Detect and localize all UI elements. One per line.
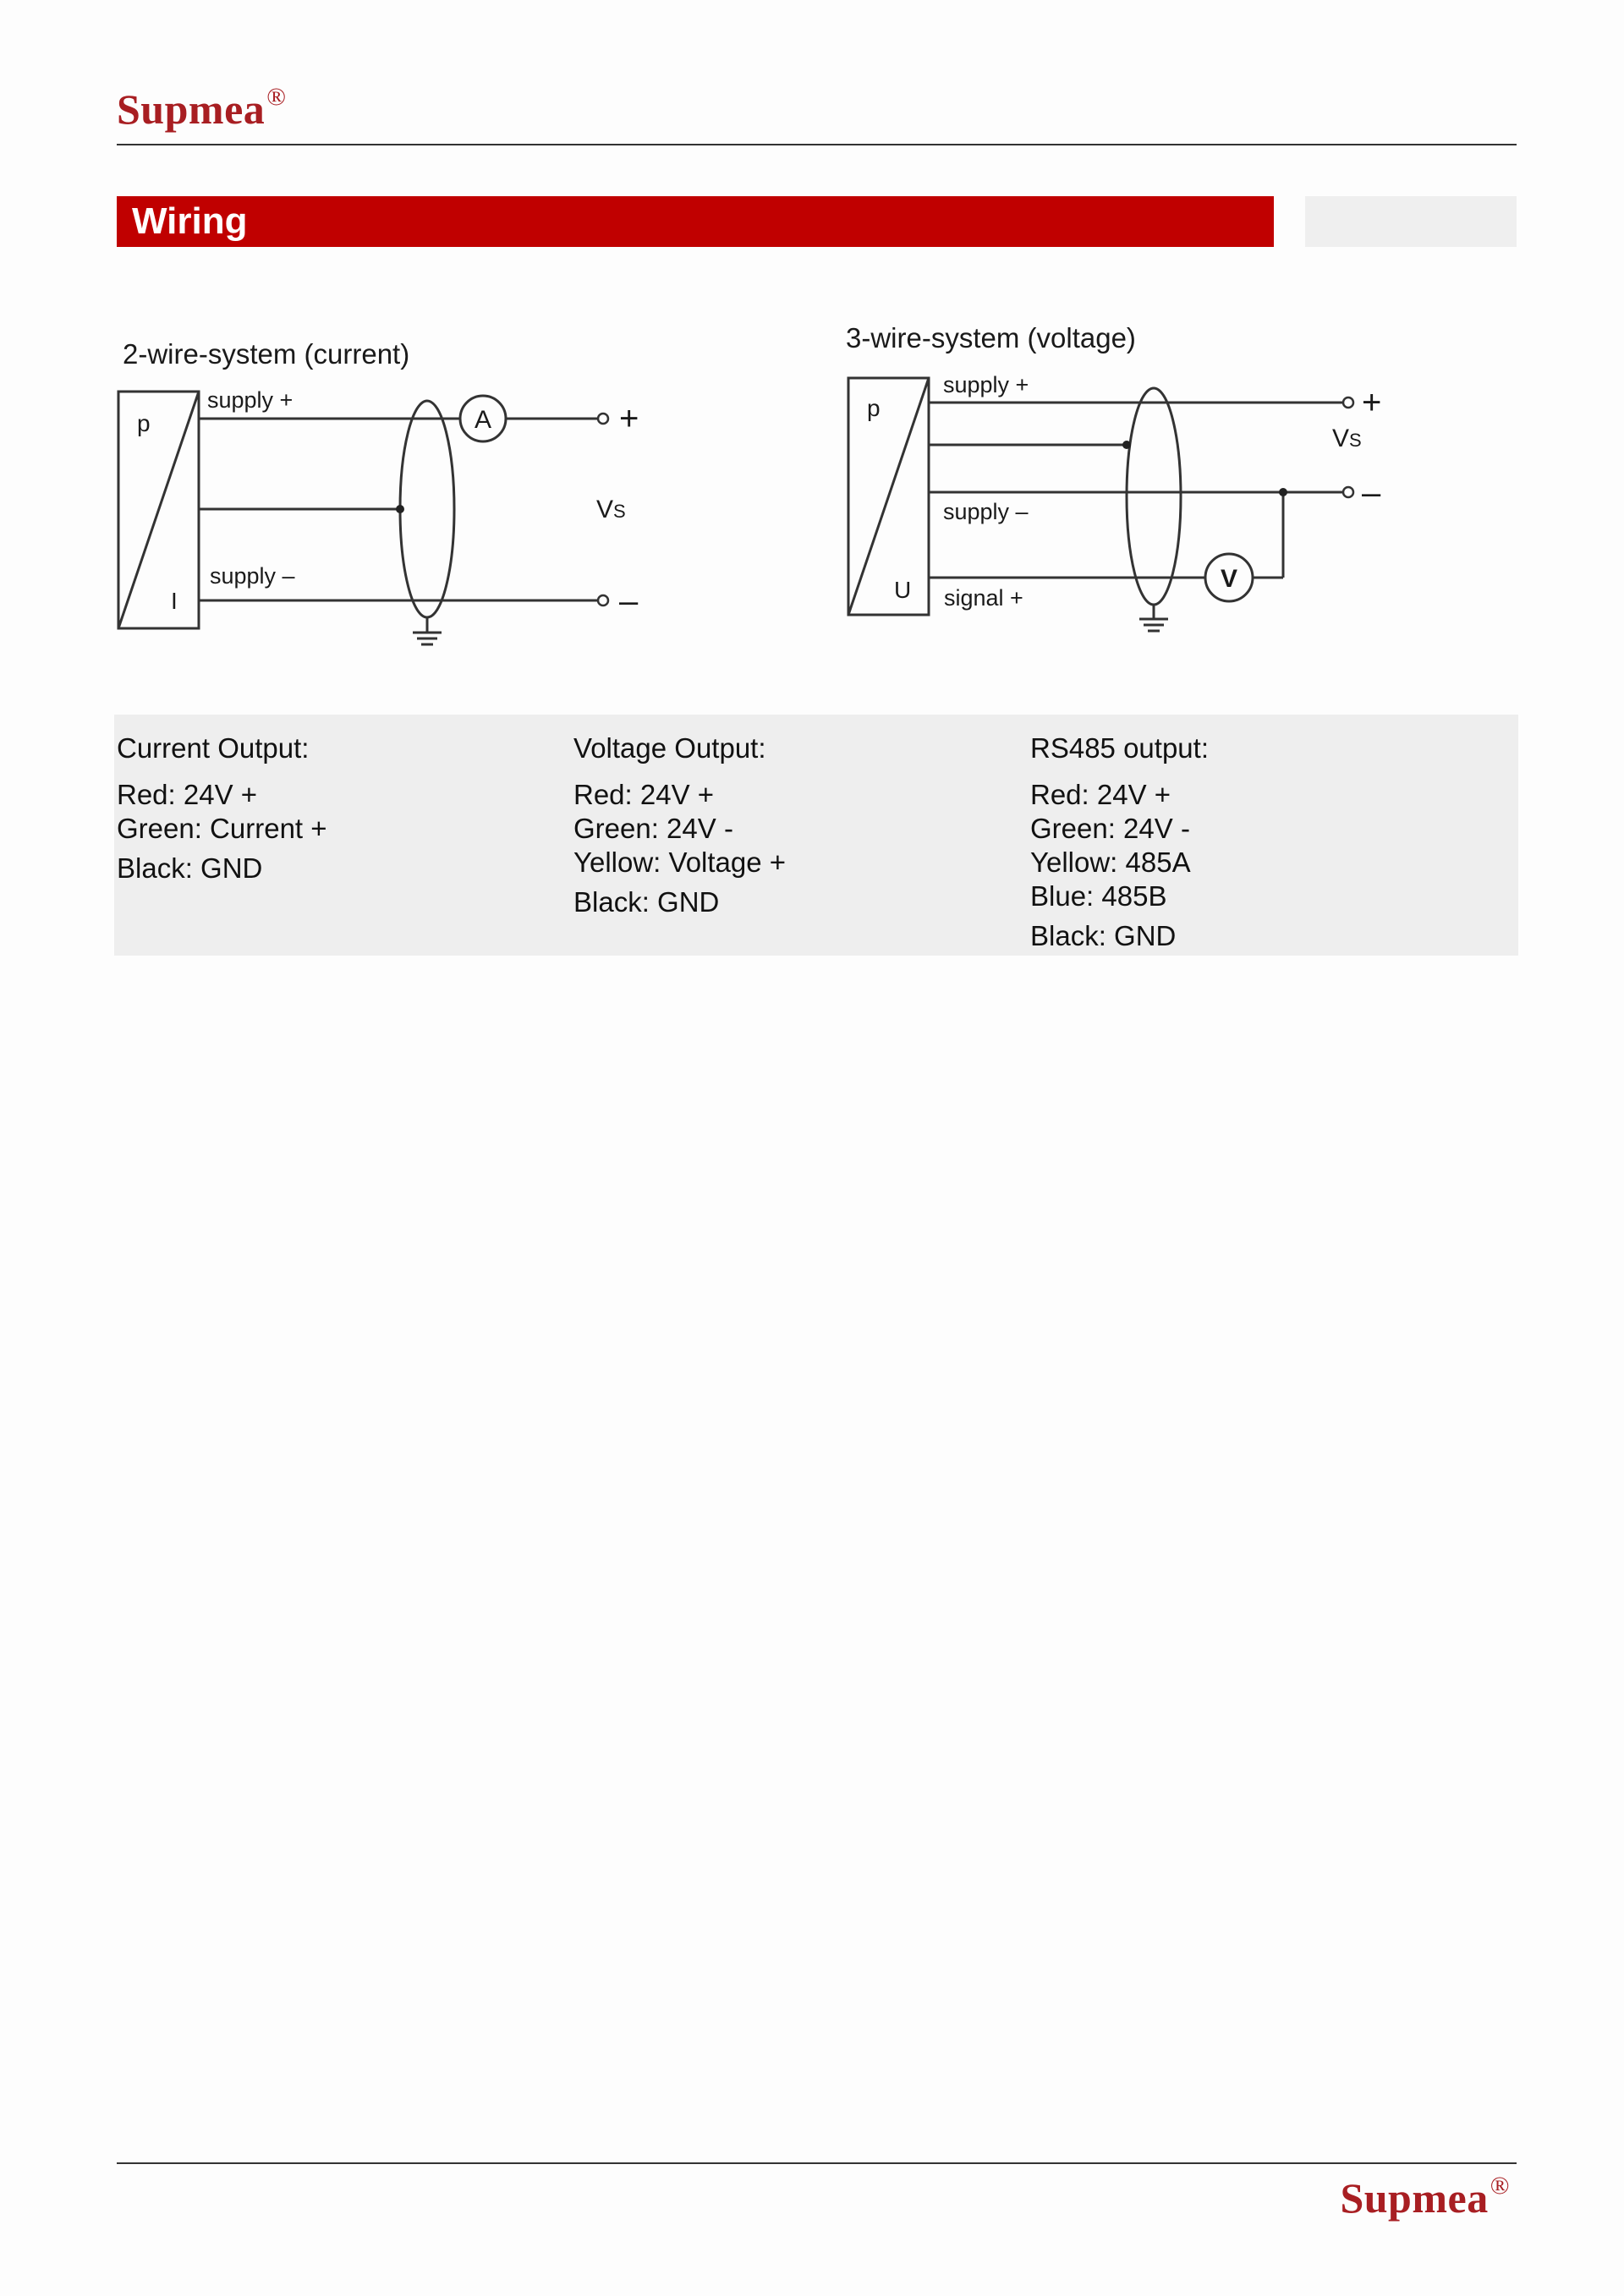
- footer-rule: [117, 2162, 1517, 2164]
- output-line: Red: 24V +: [117, 779, 258, 810]
- output-line: Blue: 485B: [1030, 880, 1167, 912]
- output-line: Yellow: 485A: [1030, 847, 1191, 878]
- footer-logo: [1340, 2173, 1510, 2222]
- sensor-label-p: p: [867, 395, 881, 421]
- two-wire-title: 2-wire-system (current): [123, 338, 410, 370]
- three-wire-title: 3-wire-system (voltage): [846, 322, 1136, 353]
- sensor-label-u: U: [894, 577, 912, 603]
- output-line: Black: GND: [117, 852, 263, 884]
- output-wiring-panel: [114, 715, 1518, 956]
- terminal-plus: [1343, 397, 1353, 408]
- output-line: Red: 24V +: [573, 779, 715, 810]
- output-line: Black: GND: [1030, 920, 1177, 951]
- terminal-minus: [598, 595, 608, 606]
- terminal-minus: [1343, 487, 1353, 497]
- terminal-plus: [598, 414, 608, 424]
- output-line: Black: GND: [573, 886, 720, 918]
- junction-dot-return: [1279, 488, 1287, 496]
- two-wire-diagram: [110, 321, 668, 651]
- junction-dot: [1122, 441, 1131, 449]
- voltage-output-column: [573, 732, 786, 919]
- header-logo: [117, 85, 287, 134]
- cable-shield: [400, 401, 454, 617]
- junction-dot: [396, 505, 404, 513]
- registered-mark: ®: [1490, 2172, 1510, 2200]
- logo-text: Supmea: [117, 85, 266, 133]
- supply-minus-label: supply –: [943, 499, 1029, 524]
- supply-plus-label: supply +: [943, 372, 1029, 397]
- vs-label: VS: [1332, 425, 1362, 452]
- output-line: Green: 24V -: [1030, 813, 1190, 844]
- ammeter-label: A: [474, 406, 492, 434]
- sensor-label-p: p: [137, 410, 151, 436]
- three-wire-diagram: [837, 313, 1413, 643]
- voltmeter-label: V: [1220, 565, 1238, 593]
- output-heading: Voltage Output:: [573, 732, 766, 764]
- terminal-plus-label: +: [1362, 384, 1382, 421]
- output-heading: RS485 output:: [1030, 732, 1209, 764]
- header-rule: [117, 144, 1517, 145]
- output-line: Yellow: Voltage +: [573, 847, 787, 878]
- terminal-plus-label: +: [619, 400, 639, 437]
- terminal-minus-label: –: [619, 583, 639, 620]
- output-line: Green: Current +: [117, 813, 327, 844]
- output-line: Red: 24V +: [1030, 779, 1171, 810]
- section-title: Wiring: [132, 200, 248, 242]
- vs-label: VS: [596, 496, 626, 523]
- supply-minus-label: supply –: [210, 563, 295, 589]
- current-output-column: [117, 732, 327, 885]
- banner-side-block: [1305, 196, 1517, 247]
- section-banner: [117, 196, 1274, 247]
- sensor-diagonal: [118, 392, 199, 628]
- signal-plus-label: signal +: [944, 585, 1023, 611]
- rs485-output-column: [1030, 732, 1209, 953]
- registered-mark: ®: [266, 83, 287, 112]
- output-heading: Current Output:: [117, 732, 310, 764]
- sensor-label-i: I: [171, 588, 178, 614]
- sensor-diagonal: [848, 378, 929, 615]
- output-line: Green: 24V -: [573, 813, 733, 844]
- supply-plus-label: supply +: [207, 387, 294, 413]
- logo-text: Supmea: [1340, 2174, 1489, 2222]
- terminal-minus-label: –: [1362, 474, 1381, 512]
- cable-shield: [1127, 388, 1181, 605]
